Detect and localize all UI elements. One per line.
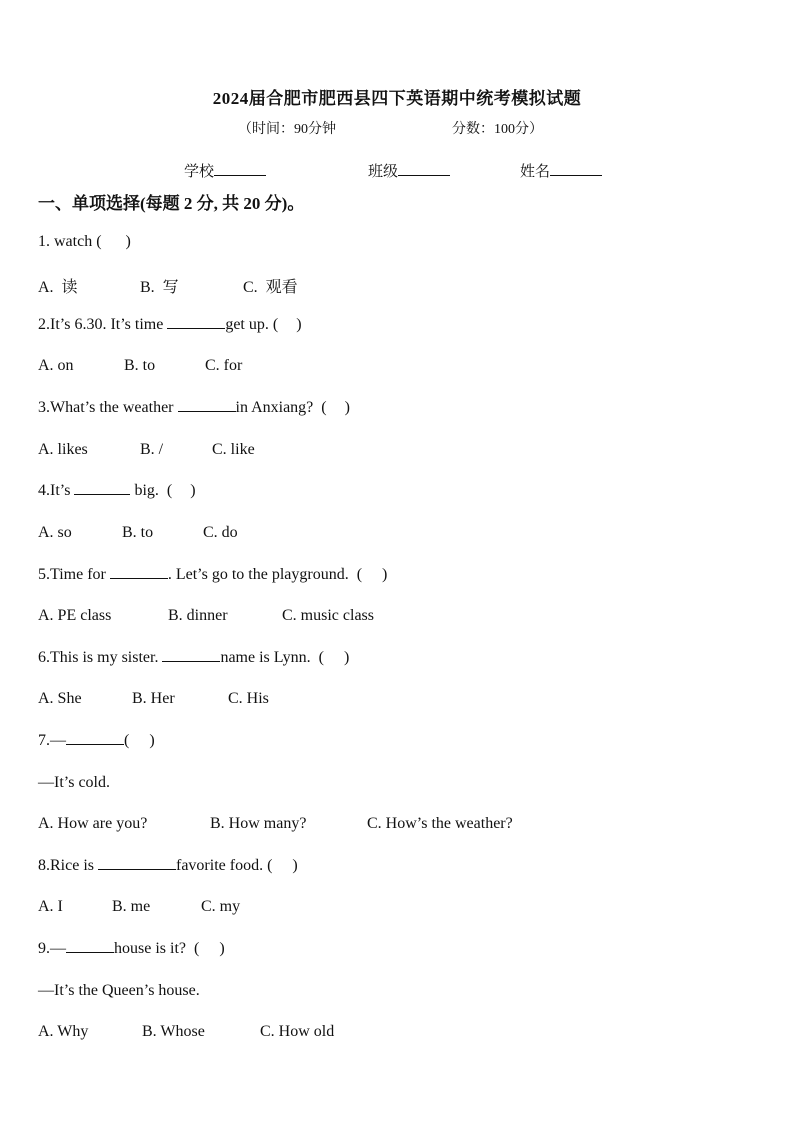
answer-blank[interactable] xyxy=(66,940,114,953)
question-text: 2.It’s 6.30. It’s time xyxy=(38,316,168,333)
answer-paren[interactable]: ) xyxy=(344,649,350,666)
school-blank[interactable] xyxy=(214,161,266,176)
exam-title: 2024届合肥市肥西县四下英语期中统考模拟试题 xyxy=(212,89,582,108)
school-label: 学校 xyxy=(184,164,215,180)
answer-paren[interactable]: ) xyxy=(292,857,298,874)
name-label: 姓名 xyxy=(520,164,551,180)
exam-time: （时间：90分钟 xyxy=(238,122,336,137)
question-text: 8.Rice is xyxy=(38,857,98,874)
question-text: 9.— xyxy=(38,940,66,957)
option-c[interactable]: C. How old xyxy=(260,1023,335,1040)
option-b[interactable]: B. to xyxy=(124,357,156,374)
question-9-reply: —It’s the Queen’s house. xyxy=(38,982,200,999)
question-9 xyxy=(38,940,225,958)
question-text: house is it? ( xyxy=(114,940,200,957)
option-a[interactable]: A. I xyxy=(38,898,63,915)
question-6 xyxy=(38,649,349,667)
name-field[interactable] xyxy=(520,160,602,181)
question-2 xyxy=(38,316,302,334)
answer-blank[interactable] xyxy=(162,649,220,662)
exam-score: 分数：100分） xyxy=(452,122,543,137)
answer-blank[interactable] xyxy=(110,566,168,579)
class-blank[interactable] xyxy=(398,161,450,176)
option-a[interactable]: A. so xyxy=(38,524,72,541)
question-text: 5.Time for xyxy=(38,566,110,583)
option-a[interactable]: A. How are you? xyxy=(38,815,148,832)
answer-paren[interactable]: ) xyxy=(296,316,302,333)
question-text: 6.This is my sister. xyxy=(38,649,163,666)
question-text: ( xyxy=(124,732,130,749)
class-label: 班级 xyxy=(368,164,399,180)
answer-blank[interactable] xyxy=(98,857,176,870)
question-text: 3.What’s the weather xyxy=(38,399,178,416)
answer-paren[interactable]: ) xyxy=(382,566,388,583)
answer-paren[interactable]: ) xyxy=(344,399,350,416)
question-text: favorite food. ( xyxy=(176,857,273,874)
question-text: 4.It’s xyxy=(38,482,75,499)
question-text: . Let’s go to the playground. ( xyxy=(167,566,363,583)
answer-paren[interactable]: ) xyxy=(190,482,196,499)
option-a[interactable]: A. likes xyxy=(38,441,88,458)
option-c[interactable]: C. like xyxy=(212,441,255,458)
option-a[interactable]: A. Why xyxy=(38,1023,89,1040)
question-8 xyxy=(38,857,298,875)
option-a[interactable]: A. PE class xyxy=(38,607,112,624)
class-field[interactable] xyxy=(368,160,450,181)
name-blank[interactable] xyxy=(550,161,602,176)
answer-paren[interactable]: ) xyxy=(219,940,225,957)
question-7 xyxy=(38,732,155,750)
option-b[interactable]: B. 写 xyxy=(140,279,179,296)
option-b[interactable]: B. dinner xyxy=(168,607,228,624)
question-text: get up. ( xyxy=(225,316,279,333)
option-c[interactable]: C. my xyxy=(201,898,241,915)
option-a[interactable]: A. on xyxy=(38,357,74,374)
option-b[interactable]: B. / xyxy=(140,441,164,458)
option-b[interactable]: B. to xyxy=(122,524,154,541)
option-a[interactable]: A. 读 xyxy=(38,279,78,296)
question-3 xyxy=(38,399,350,417)
question-text: 7.— xyxy=(38,732,66,749)
option-b[interactable]: B. Her xyxy=(132,690,175,707)
answer-paren[interactable]: ) xyxy=(149,732,155,749)
option-a[interactable]: A. She xyxy=(38,690,82,707)
school-field[interactable] xyxy=(184,160,266,181)
option-c[interactable]: C. do xyxy=(203,524,238,541)
section-title: 一、单项选择(每题 2 分, 共 20 分)。 xyxy=(38,194,305,213)
option-c[interactable]: C. 观看 xyxy=(243,279,298,296)
answer-blank[interactable] xyxy=(167,316,225,329)
question-5 xyxy=(38,566,387,584)
question-text: in Anxiang? ( xyxy=(235,399,327,416)
question-4 xyxy=(38,482,196,500)
answer-blank[interactable] xyxy=(178,399,236,412)
answer-blank[interactable] xyxy=(74,482,130,495)
question-text: 1. watch ( xyxy=(38,233,102,250)
answer-blank[interactable] xyxy=(66,732,124,745)
option-c[interactable]: C. music class xyxy=(282,607,374,624)
option-b[interactable]: B. me xyxy=(112,898,151,915)
option-c[interactable]: C. for xyxy=(205,357,243,374)
question-text: name is Lynn. ( xyxy=(220,649,324,666)
option-c[interactable]: C. His xyxy=(228,690,269,707)
option-c[interactable]: C. How’s the weather? xyxy=(367,815,513,832)
option-b[interactable]: B. How many? xyxy=(210,815,307,832)
question-7-reply: —It’s cold. xyxy=(38,774,110,791)
question-1 xyxy=(38,233,131,251)
option-b[interactable]: B. Whose xyxy=(142,1023,205,1040)
answer-paren[interactable]: ) xyxy=(125,233,131,250)
question-text: big. ( xyxy=(130,482,173,499)
